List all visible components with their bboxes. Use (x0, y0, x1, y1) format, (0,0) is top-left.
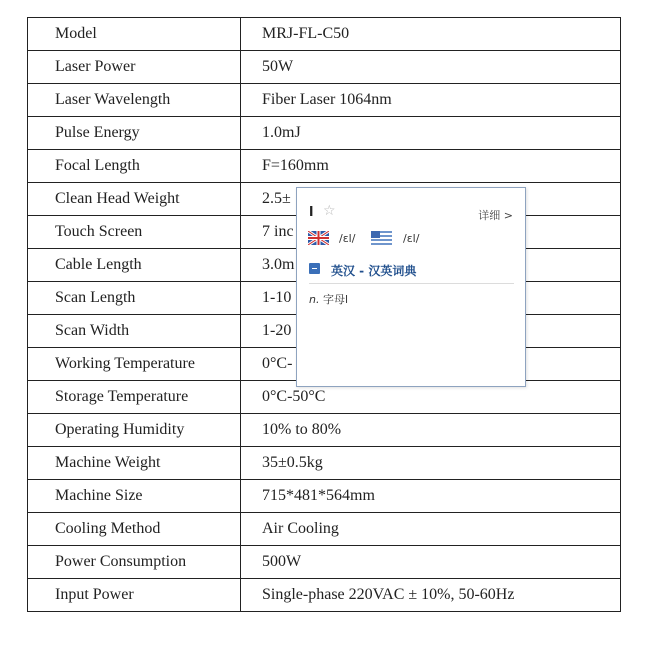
spec-label: Scan Width (28, 315, 241, 348)
spec-label: Model (28, 18, 241, 51)
spec-value: 50W (241, 51, 621, 84)
spec-label: Clean Head Weight (28, 183, 241, 216)
spec-label: Machine Weight (28, 447, 241, 480)
spec-value: 500W (241, 546, 621, 579)
table-row (28, 84, 621, 117)
spec-value: 10% to 80% (241, 414, 621, 447)
spec-value: Air Cooling (241, 513, 621, 546)
spec-value: 1-10 (241, 282, 621, 315)
spec-value: F=160mm (241, 150, 621, 183)
us-flag-icon[interactable] (371, 231, 392, 245)
spec-label: Pulse Energy (28, 117, 241, 150)
spec-value: MRJ-FL-C50 (241, 18, 621, 51)
table-row (28, 18, 621, 51)
table-row (28, 414, 621, 447)
spec-value: Single-phase 220VAC ± 10%, 50-60Hz (241, 579, 621, 612)
table-row (28, 579, 621, 612)
table-row (28, 546, 621, 579)
uk-phonetic: /ɛl/ (339, 232, 356, 245)
spec-label: Touch Screen (28, 216, 241, 249)
spec-value: 1-20 (241, 315, 621, 348)
spec-value: 0°C- (241, 348, 621, 381)
table-row (28, 480, 621, 513)
spec-value: 0°C-50°C (241, 381, 621, 414)
definition (309, 291, 348, 307)
detail-link[interactable]: 详细 > (478, 209, 513, 222)
table-row (28, 513, 621, 546)
spec-label: Storage Temperature (28, 381, 241, 414)
definition-pos: n. (309, 293, 320, 306)
spec-label: Cable Length (28, 249, 241, 282)
spec-value: 715*481*564mm (241, 480, 621, 513)
spec-label: Focal Length (28, 150, 241, 183)
table-row (28, 150, 621, 183)
spec-value: 3.0m (241, 249, 621, 282)
popup-word: l (309, 205, 314, 220)
spec-label: Laser Wavelength (28, 84, 241, 117)
dictionary-popup (296, 187, 526, 387)
spec-label: Operating Humidity (28, 414, 241, 447)
spec-label: Scan Length (28, 282, 241, 315)
collapse-icon[interactable] (309, 263, 320, 274)
spec-label: Cooling Method (28, 513, 241, 546)
table-row (28, 51, 621, 84)
spec-value: 35±0.5kg (241, 447, 621, 480)
uk-flag-icon[interactable] (308, 231, 329, 245)
spec-label: Laser Power (28, 51, 241, 84)
spec-label: Machine Size (28, 480, 241, 513)
spec-value: Fiber Laser 1064nm (241, 84, 621, 117)
popup-divider (309, 283, 514, 284)
spec-label: Power Consumption (28, 546, 241, 579)
definition-text: 字母l (322, 293, 349, 306)
table-row (28, 447, 621, 480)
dictionary-title: 英汉 - 汉英词典 (331, 264, 417, 278)
table-row (28, 117, 621, 150)
star-icon[interactable]: ☆ (323, 203, 336, 219)
spec-value: 1.0mJ (241, 117, 621, 150)
spec-label: Working Temperature (28, 348, 241, 381)
spec-value: 7 inc (241, 216, 621, 249)
us-phonetic: /ɛl/ (403, 232, 420, 245)
spec-value: 2.5± (241, 183, 621, 216)
spec-label: Input Power (28, 579, 241, 612)
